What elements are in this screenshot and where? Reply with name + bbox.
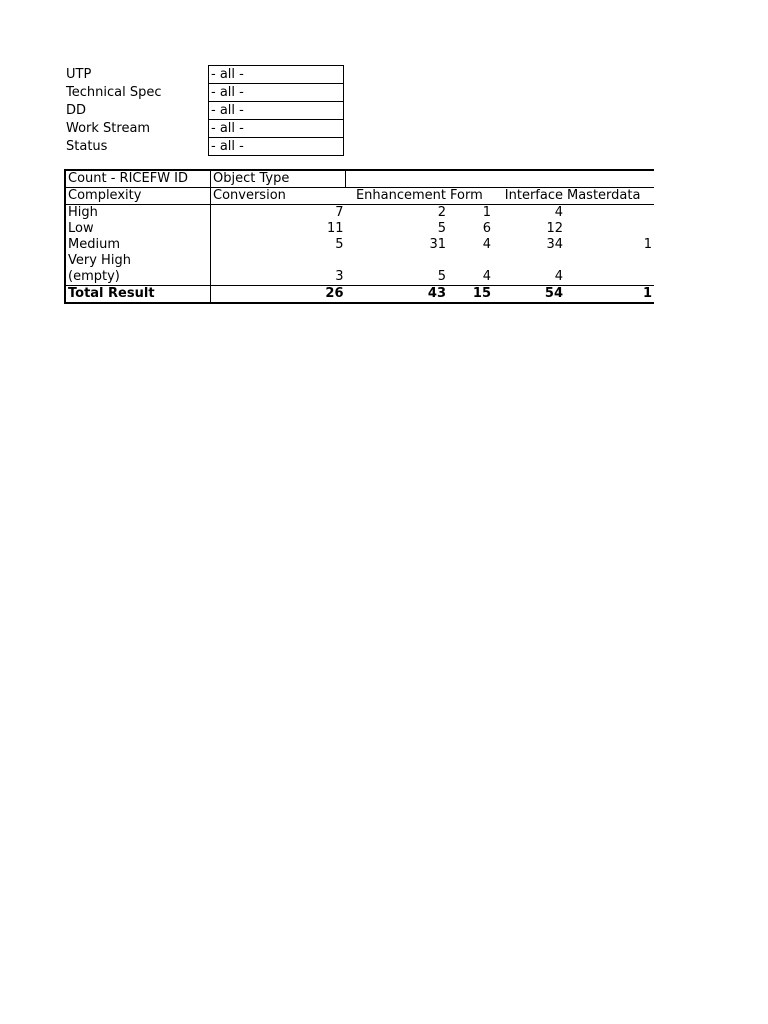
value-cell (493, 253, 565, 269)
filter-value-cell[interactable]: - all - (209, 102, 344, 120)
filter-row-status (64, 138, 344, 156)
filter-row-work-stream (64, 120, 344, 138)
filter-value-cell[interactable]: - all - (209, 138, 344, 156)
pivot-data-row-high (65, 205, 654, 222)
header-blank-cell (565, 170, 654, 188)
value-cell: 6 (482, 221, 491, 236)
value-cell: 1 (643, 237, 652, 252)
column-header-masterdata: Masterdata (565, 188, 654, 205)
filter-value-cell[interactable]: - all - (209, 120, 344, 138)
column-header-enhancement: Enhancement (346, 188, 449, 205)
data-field-label[interactable]: Count - RICEFW ID (65, 170, 211, 188)
value-cell: 7 (335, 205, 344, 220)
filter-block (64, 65, 344, 156)
filter-value-cell[interactable]: - all - (209, 66, 344, 84)
filter-row-dd (64, 102, 344, 120)
filter-row-technical-spec (64, 84, 344, 102)
value-cell (565, 269, 654, 286)
filter-row-utp (64, 66, 344, 84)
total-value-cell: 54 (493, 286, 565, 304)
value-cell: 4 (482, 269, 491, 284)
value-cell: 31 (429, 237, 446, 252)
row-label: Medium (65, 237, 211, 253)
total-label: Total Result (65, 286, 211, 304)
pivot-data-row-medium (65, 237, 654, 253)
value-cell: 5 (437, 269, 446, 284)
row-label: Very High (65, 253, 211, 269)
total-value-cell: 26 (211, 286, 346, 304)
row-label: (empty) (65, 269, 211, 286)
row-field-label[interactable]: Complexity (65, 188, 211, 205)
value-cell (448, 253, 493, 269)
pivot-table (64, 169, 654, 304)
pivot-column-header-row (65, 188, 654, 205)
value-cell (346, 253, 449, 269)
filter-label: DD (66, 102, 87, 118)
pivot-total-row (65, 286, 654, 304)
value-cell: 4 (482, 237, 491, 252)
row-label: Low (65, 221, 211, 237)
column-header-form: Form (448, 188, 493, 205)
value-cell: 3 (335, 269, 344, 284)
value-cell: 4 (554, 269, 563, 284)
header-blank-cell (346, 170, 449, 188)
column-field-label[interactable]: Object Type (211, 170, 346, 188)
filter-label: Work Stream (66, 120, 151, 136)
column-header-interface: Interface (493, 188, 565, 205)
filter-label: UTP (66, 66, 92, 82)
value-cell: 34 (546, 237, 563, 252)
value-cell (211, 253, 346, 269)
total-value-cell: 43 (346, 286, 449, 304)
pivot-data-row-empty (65, 269, 654, 286)
pivot-header-row (65, 170, 654, 188)
filter-label: Technical Spec (66, 84, 162, 100)
header-blank-cell (448, 170, 493, 188)
column-header-conversion: Conversion (211, 188, 346, 205)
value-cell: 1 (482, 205, 491, 220)
filter-label: Status (66, 138, 108, 154)
pivot-data-row-very-high (65, 253, 654, 269)
value-cell: 11 (326, 221, 344, 236)
value-cell: 5 (335, 237, 344, 252)
header-blank-cell (493, 170, 565, 188)
value-cell: 2 (437, 205, 446, 220)
value-cell: 12 (546, 221, 563, 236)
value-cell: 5 (437, 221, 446, 236)
filter-value-cell[interactable]: - all - (209, 84, 344, 102)
value-cell (565, 253, 654, 269)
total-value-cell: 1 (565, 286, 654, 304)
value-cell (565, 205, 654, 222)
total-value-cell: 15 (448, 286, 493, 304)
value-cell: 4 (554, 205, 563, 220)
value-cell (565, 221, 654, 237)
pivot-data-row-low (65, 221, 654, 237)
row-label: High (65, 205, 211, 222)
